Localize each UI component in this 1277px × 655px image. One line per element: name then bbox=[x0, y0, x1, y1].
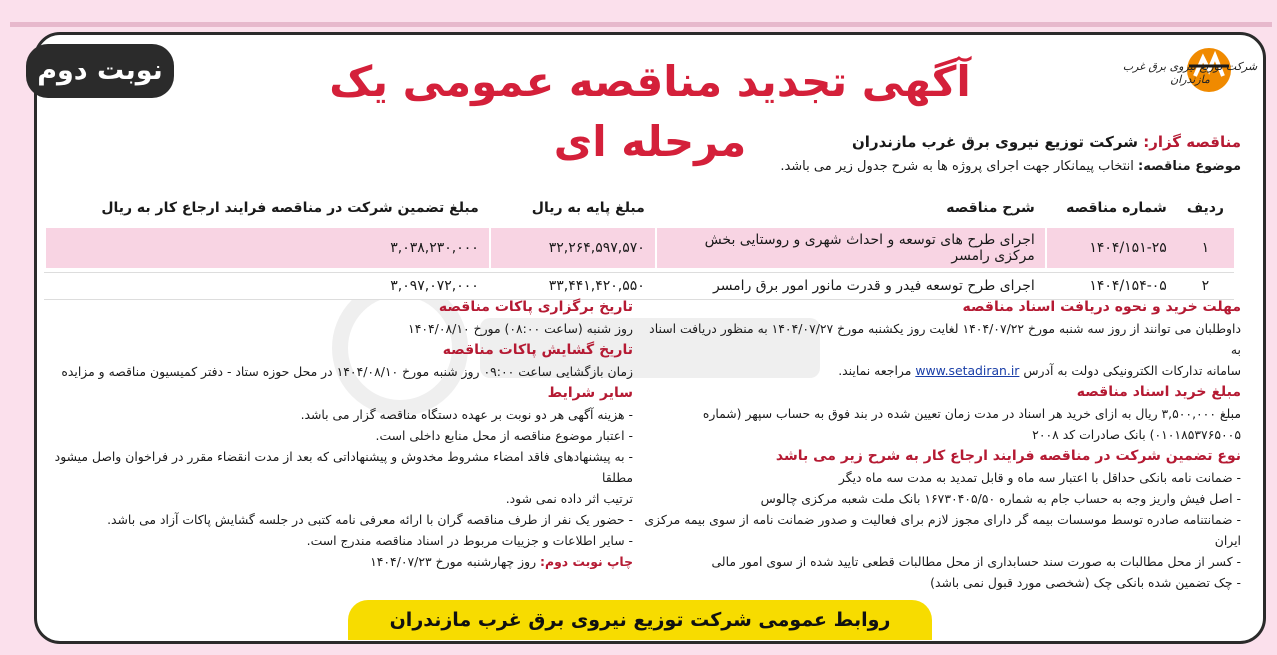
price-heading: مبلغ خرید اسناد مناقصه bbox=[1076, 384, 1241, 400]
other-terms-heading: سایر شرایط bbox=[547, 385, 633, 401]
organizer-line bbox=[852, 133, 1241, 151]
cell-tender-number: ۱۴۰۴/۱۵۱-۲۵ bbox=[1045, 228, 1177, 268]
list-item: - سایر اطلاعات و جزییات مربوط در اسناد مناقصه مندرج است. bbox=[306, 533, 633, 548]
tender-table bbox=[44, 188, 1234, 304]
edition-badge: نوبت دوم bbox=[26, 44, 174, 98]
header-base-amount: مبلغ پایه به ریال bbox=[489, 192, 655, 224]
list-item: - چک تضمین شده بانکی چک (شخصی مورد قبول نمی باشد) bbox=[930, 575, 1241, 590]
page-title: آگهی تجدید مناقصه عمومی یک مرحله ای bbox=[329, 57, 971, 166]
header-description: شرح مناقصه bbox=[655, 192, 1045, 224]
price-text-1: مبلغ ۳,۵۰۰,۰۰۰ ریال به ازای خرید هر اسناد در مدت زمان تعیین شده در بند فوق به حساب سپهر (شماره bbox=[702, 406, 1241, 421]
subject-line bbox=[780, 159, 1241, 174]
header-tender-number: شماره مناقصه bbox=[1045, 192, 1177, 224]
organizer-label: مناقصه گزار: bbox=[1143, 133, 1241, 151]
deadline-text-1: داوطلبان می توانند از روز سه شنبه مورخ ۱۴۰۴/۰۷/۲۲ لغایت روز یکشنبه مورخ ۱۴۰۴/۰۷/۲۷ به منظور دریافت اسناد به bbox=[649, 321, 1241, 357]
top-accent-bar bbox=[10, 22, 1272, 27]
cell-guarantee-amount: ۳,۰۹۷,۰۷۲,۰۰۰ bbox=[44, 272, 489, 300]
table-header-row bbox=[44, 192, 1234, 224]
hold-date-text: روز شنبه (ساعت ۰۸:۰۰) مورخ ۱۴۰۴/۰۸/۱۰ bbox=[408, 321, 633, 336]
cell-index: ۲ bbox=[1177, 272, 1234, 300]
list-item: - اعتبار موضوع مناقصه از محل منابع داخلی است. bbox=[375, 428, 633, 443]
guarantee-heading: نوع تضمین شرکت در مناقصه فرایند ارجاع کار به شرح زیر می باشد bbox=[775, 448, 1241, 464]
price-text-2: ۰۱۰۱۸۵۳۷۶۵۰۰۵) بانک صادرات کد ۲۰۰۸ bbox=[1032, 427, 1241, 442]
list-item: - ضمانت نامه بانکی حداقل با اعتبار سه ماه و قابل تمدید به مدت سه ماه دیگر bbox=[838, 470, 1241, 485]
list-item: ترتیب اثر داده نمی شود. bbox=[505, 491, 633, 506]
list-item: - اصل فیش واریز وجه به حساب جام به شماره ۱۶۷۳۰۴۰۵/۵۰ بانک ملت شعبه مرکزی چالوس bbox=[760, 491, 1241, 506]
print-value: روز چهارشنبه مورخ ۱۴۰۴/۰۷/۲۳ bbox=[370, 554, 537, 569]
footer-banner: روابط عمومی شرکت توزیع نیروی برق غرب مازندران bbox=[348, 600, 932, 640]
cell-guarantee-amount: ۳,۰۳۸,۲۳۰,۰۰۰ bbox=[44, 228, 489, 268]
cell-base-amount: ۳۳,۴۴۱,۴۲۰,۵۵۰ bbox=[489, 272, 655, 300]
deadline-text-2: سامانه تدارکات الکترونیکی دولت به آدرس bbox=[1023, 363, 1241, 378]
deadline-heading: مهلت خرید و نحوه دریافت اسناد مناقصه bbox=[962, 299, 1241, 315]
subject-value: انتخاب پیمانکار جهت اجرای پروژه ها به شرح جدول زیر می باشد. bbox=[780, 159, 1134, 174]
organizer-value: شرکت توزیع نیروی برق غرب مازندران bbox=[852, 133, 1138, 151]
header-guarantee-amount: مبلغ تضمین شرکت در مناقصه فرایند ارجاع کار به ریال bbox=[44, 192, 489, 224]
deadline-text-2-row bbox=[641, 360, 1241, 381]
list-item: - ضمانتنامه صادره توسط موسسات بیمه گر دارای مجوز لازم برای فعالیت و صدور ضمانت نامه از سوی بیمه مرکزی ایران bbox=[644, 512, 1241, 548]
open-date-heading: تاریخ گشایش پاکات مناقصه bbox=[442, 342, 633, 358]
cell-description: اجرای طرح توسعه فیدر و قدرت مانور امور برق رامسر bbox=[655, 272, 1045, 300]
company-logo-text: شرکت توزیع نیروی برق غرب مازندران bbox=[1122, 60, 1258, 86]
deadline-text-3: مراجعه نمایند. bbox=[838, 363, 912, 378]
cell-tender-number: ۱۴۰۴/۱۵۴-۰۵ bbox=[1045, 272, 1177, 300]
list-item: - هزینه آگهی هر دو نوبت بر عهده دستگاه مناقصه گزار می باشد. bbox=[300, 407, 633, 422]
open-date-text: زمان بازگشایی ساعت ۰۹:۰۰ روز شنبه مورخ ۱۴۰۴/۰۸/۱۰ در محل حوزه ستاد - دفتر کمیسیون مناقصه و مزایده bbox=[61, 364, 633, 379]
header-index: ردیف bbox=[1177, 192, 1234, 224]
list-item: - حضور یک نفر از طرف مناقصه گران با ارائه معرفی نامه کتبی در جلسه گشایش پاکات آزاد می باشد. bbox=[107, 512, 633, 527]
cell-index: ۱ bbox=[1177, 228, 1234, 268]
print-label: چاپ نوبت دوم: bbox=[540, 554, 633, 569]
hold-date-heading: تاریخ برگزاری پاکات مناقصه bbox=[438, 299, 633, 315]
subject-label: موضوع مناقصه: bbox=[1138, 159, 1241, 174]
setadiran-link[interactable]: www.setadiran.ir bbox=[915, 363, 1020, 378]
list-item: - کسر از محل مطالبات به صورت سند حسابداری از محل مطالبات قطعی تایید شده از سوی امور مالی bbox=[711, 554, 1241, 569]
cell-base-amount: ۳۲,۲۶۴,۵۹۷,۵۷۰ bbox=[489, 228, 655, 268]
list-item: - به پیشنهادهای فاقد امضاء مشروط مخدوش و پیشنهاداتی که بعد از مدت انقضاء مقرر در فراخوان واصل میشود مطلقا bbox=[54, 449, 633, 485]
cell-description: اجرای طرح های توسعه و احداث شهری و روستایی بخش مرکزی رامسر bbox=[655, 228, 1045, 268]
print-line bbox=[48, 551, 633, 572]
table-row bbox=[44, 228, 1234, 268]
right-column bbox=[641, 296, 1241, 593]
left-column bbox=[48, 296, 633, 572]
